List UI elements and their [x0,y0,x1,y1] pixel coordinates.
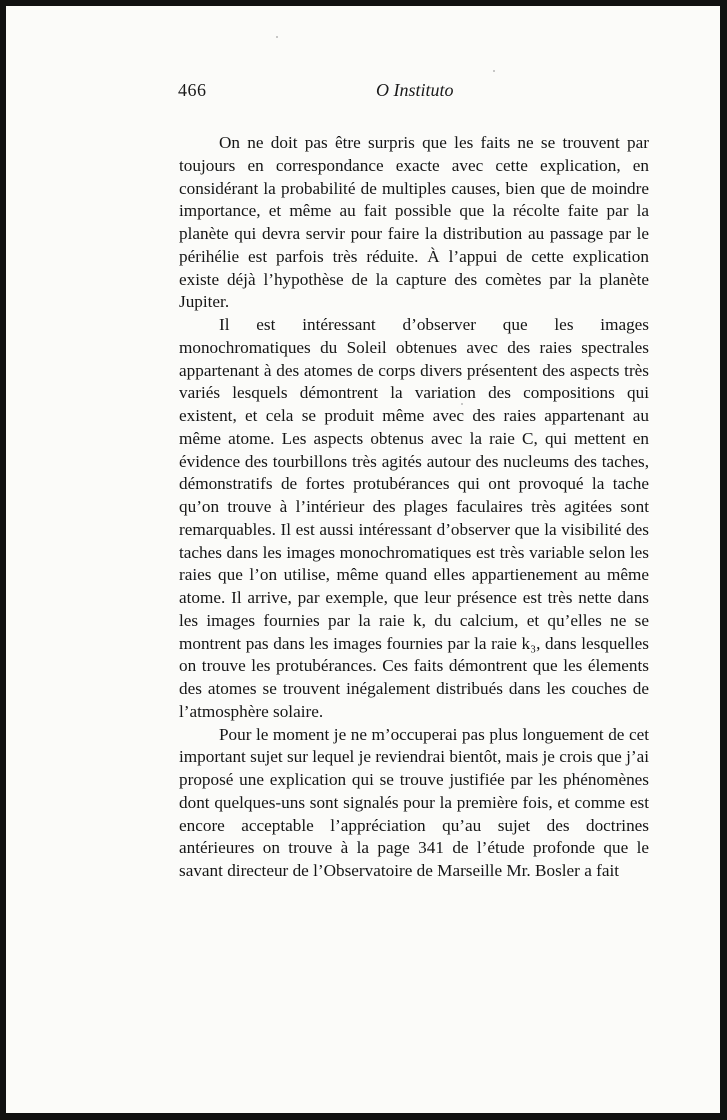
page-header [178,80,648,110]
scan-speck [493,70,495,72]
page-number: 466 [178,80,207,100]
scan-speck [276,36,278,38]
paragraph-1: On ne doit pas être surpris que les faits ne se trouvent par toujours en correspondance exacte avec cette explication, en considérant la probabilité de multiples causes, bien que de moindre importance, et même au fait possible que la récolte faite par la planète qui devra servir pour faire la distribution au passage par le périhélie est parfois très réduite. À l’appui de cette explication existe déjà l’hypothèse de la capture des comètes par la planète Jupiter. [179,133,649,312]
paragraph-3: Pour le moment je ne m’occuperai pas plus longuement de cet important sujet sur lequel je reviendrai bientôt, mais je crois que j’ai proposé une explication qui se trouve justifiée par les phénomènes dont quelques-uns sont signalés pour la première fois, et comme est encore acceptable l’appréciation qu’au sujet des doctrines antérieures on trouve à la page 341 de l’étude profonde que le savant directeur de l’Observatoire de Marseille Mr. Bosler a fait [179,724,649,880]
paragraph-2: Il est intéressant d’observer que les images monochromatiques du Soleil obtenues avec des raies spectrales appartenant à des atomes de corps divers présentent des aspects très variés lesquels démontrent la variation des compositions qui existent, et cela se produit même avec des raies appartenant au même atome. Les aspects obtenus avec la raie C, qui mettent en évidence des tourbillons très agités autour des nucleums des taches, démonstratifs de fortes protubérances qui ont provoqué la tache qu’on trouve à l’intérieur des plages faculaires très agitées sont remarquables. Il est aussi intéressant d’observer que la visibilité des taches dans les images monochromatiques est très variable selon les raies que l’on utilise, même quand elles appartienement au même atome. Il arrive, par exemple, que leur présence est très nette dans les images fournies par la raie k, du calcium, et qu’elles ne se montrent pas dans les images fournies par la raie k₃, dans lesquelles on trouve les protubérances. Ces faits démontrent que les élements des atomes se trouvent inégalement distribués dans les couches de l’atmosphère solaire. [179,315,649,721]
scan-speck [461,403,463,405]
running-title: O Instituto [376,80,454,100]
body-text [179,132,649,883]
